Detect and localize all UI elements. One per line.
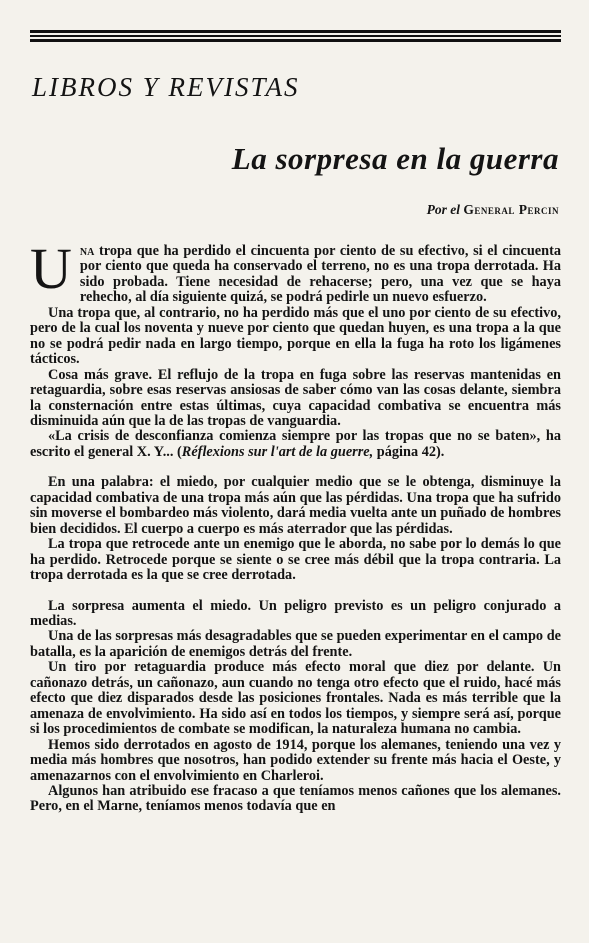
section-title: LIBROS Y REVISTAS: [32, 72, 300, 102]
header-rule-thick-lower: [30, 39, 561, 42]
paragraph-10: Hemos sido derrotados en agosto de 1914, porque los alemanes, teniendo una vez y media más hombres que nosotros, han podido extender su frente más hacia el Oeste, y amenazarnos con el envolvimiento en Charleroi.: [30, 736, 561, 784]
paragraph-5: En una palabra: el miedo, por cualquier medio que se le obtenga, disminuye la capacidad combativa de una tropa más aún que las pérdidas. Una tropa que ha sufrido sin moverse el bombardeo más violento, dará media vuelta ante un puñado de hombres bien decididos. El cuerpo a cuerpo es más aterrador que las pérdidas.: [30, 474, 561, 537]
paragraph-6: La tropa que retrocede ante un enemigo que le aborda, no sabe por lo demás lo que ha perdido. Retrocede porque se siente o se cree más débil que la tropa contraria. La tropa derrotada es la que se cree derrotada.: [30, 536, 561, 584]
header-rules: [30, 30, 561, 44]
paragraph-1: [30, 236, 561, 306]
article-body: [30, 236, 561, 815]
paragraph-3: Cosa más grave. El reflujo de la tropa en fuga sobre las reservas mantenidas en retaguardia, sobre esas reservas ansiosas de saber cómo van las cosas delante, siembra la consternación entre estas últimas, cuya capacidad combativa se encuentra más disminuida aún que la de las tropas de vanguardia.: [30, 366, 561, 429]
first-word-rest: na: [79, 243, 95, 259]
paragraph-4-book-title: Réflexions sur l'art de la guerre,: [181, 443, 374, 460]
paragraph-4-end: página 42).: [373, 443, 445, 460]
paragraph-4-start: «La crisis de desconfianza comienza siempre por las tropas que no se baten», ha escrito el general X. Y... (: [30, 428, 561, 460]
paragraph-7: La sorpresa aumenta el miedo. Un peligro previsto es un peligro conjurado a medias.: [30, 597, 561, 629]
byline-author: General Percin: [463, 202, 559, 217]
header-rule-thin: [30, 35, 561, 37]
drop-cap: U: [30, 236, 72, 301]
paragraph-9: Un tiro por retaguardia produce más efecto moral que diez por delante. Un cañonazo detrás, un cañonazo, aun cuando no tenga otro efecto que el ruido, hacé más efecto que diez disparados desde las posiciones frontales. Nada es más terrible que la amenaza de envolvimiento. Ha sido así en todos los tiempos, y siempre será así, porque si los procedimientos de combate se modifican, la naturaleza humana no cambia.: [30, 659, 561, 738]
paragraph-11: Algunos han atribuido ese fracaso a que teníamos menos cañones que los alemanes. Pero, en el Marne, teníamos menos todavía que en: [30, 782, 561, 815]
paragraph-2: Una tropa que, al contrario, no ha perdido más que el uno por ciento de su efectivo, pero de la cual los noventa y nueve por ciento que quedan huyen, es una tropa a la que no se podrá pedir nada en largo tiempo, porque en ella la fuga ha roto los ligámenes tácticos.: [30, 304, 561, 368]
paragraph-8: Una de las sorpresas más desagradables que se pueden experimentar en el campo de batalla, es la aparición de enemigos detrás del frente.: [30, 628, 561, 660]
header-rule-thick: [30, 30, 561, 33]
article-title: La sorpresa en la guerra: [231, 141, 559, 176]
byline-prefix: Por el: [426, 202, 460, 217]
byline: [427, 202, 559, 218]
paragraph-4: [30, 429, 561, 460]
paragraph-1-text: tropa que ha perdido el cincuenta por ciento de su efectivo, si el cincuenta por ciento que queda ha conservado el terreno, no es una tropa derrotada. Ha sido probada. Tiene necesidad de rehacerse; pero, una vez que se haya rehecho, al día siguiente quizá, se podrá pedirle un nuevo esfuerzo.: [79, 243, 561, 306]
